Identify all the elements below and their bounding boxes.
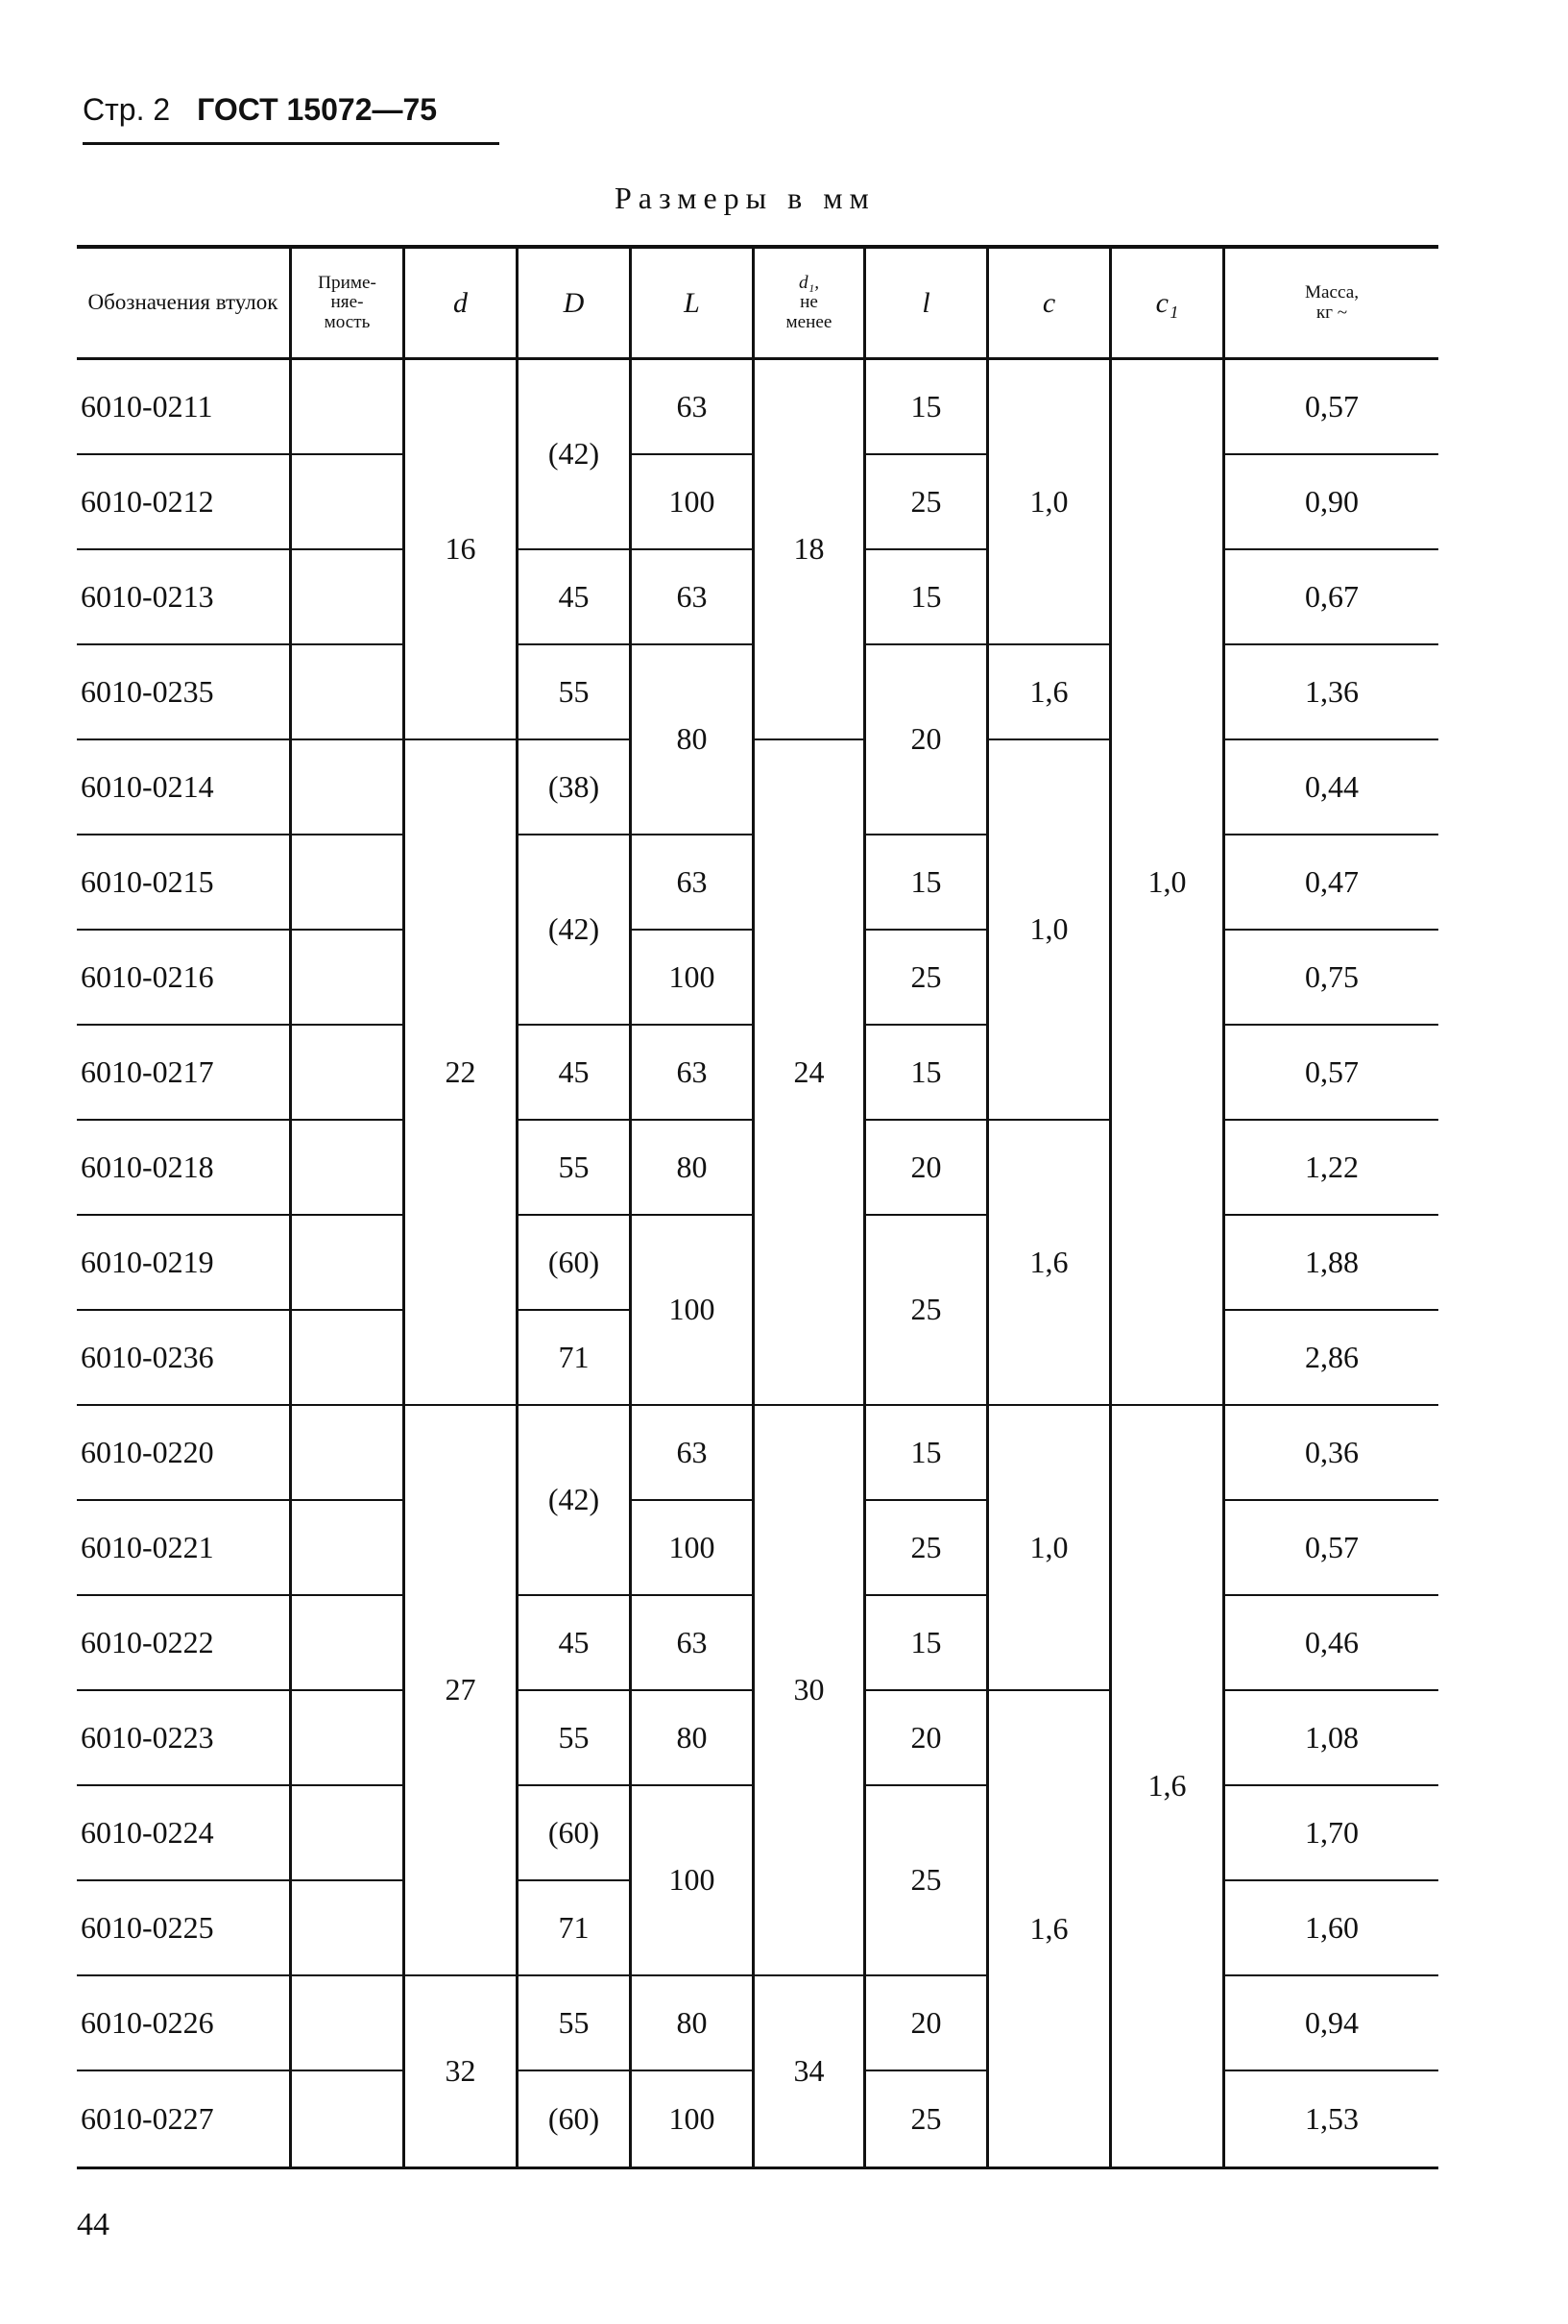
applicability-cell xyxy=(292,1311,405,1406)
designation-cell: 6010-0213 xyxy=(77,550,292,645)
D-cell: 71 xyxy=(519,1881,632,1976)
column-header-designation: Обозначения втулок xyxy=(77,249,292,360)
applicability-cell xyxy=(292,1596,405,1691)
mass-cell: 0,47 xyxy=(1225,835,1438,931)
mass-line-2: кг ~ xyxy=(1315,302,1348,323)
designation-cell: 6010-0227 xyxy=(77,2071,292,2167)
d-cell: 16 xyxy=(405,360,519,740)
page-number: 44 xyxy=(77,2207,109,2242)
L-cell: 100 xyxy=(632,1216,755,1406)
mass-cell: 1,08 xyxy=(1225,1691,1438,1786)
column-header-c xyxy=(989,249,1112,360)
c-symbol: c xyxy=(1042,286,1056,319)
mass-cell: 0,75 xyxy=(1225,931,1438,1026)
applicability-cell xyxy=(292,1881,405,1976)
L-cell: 80 xyxy=(632,1121,755,1216)
column-header-l xyxy=(866,249,989,360)
l-cell: 25 xyxy=(866,931,989,1026)
applicability-cell xyxy=(292,1026,405,1121)
d1-line-2: не xyxy=(800,292,818,313)
c1-symbol: c₁ xyxy=(1155,286,1179,319)
L-cell: 80 xyxy=(632,1691,755,1786)
mass-cell: 0,57 xyxy=(1225,1501,1438,1596)
l-cell: 20 xyxy=(866,1121,989,1216)
applicability-cell xyxy=(292,835,405,931)
L-cell: 63 xyxy=(632,550,755,645)
D-cell: 45 xyxy=(519,1026,632,1121)
dimensions-table xyxy=(77,245,1438,2169)
standard-title: ГОСТ 15072—75 xyxy=(197,92,438,127)
d-cell: 32 xyxy=(405,1976,519,2167)
mass-cell: 1,36 xyxy=(1225,645,1438,740)
mass-cell: 0,57 xyxy=(1225,1026,1438,1121)
D-cell: 71 xyxy=(519,1311,632,1406)
l-cell: 15 xyxy=(866,550,989,645)
l-cell: 15 xyxy=(866,1596,989,1691)
applicability-cell xyxy=(292,1786,405,1881)
D-cell: 55 xyxy=(519,1121,632,1216)
mass-cell: 2,86 xyxy=(1225,1311,1438,1406)
applicability-line-1: Приме- xyxy=(318,273,376,294)
c-cell: 1,6 xyxy=(989,645,1112,740)
designation-cell: 6010-0219 xyxy=(77,1216,292,1311)
designation-cell: 6010-0223 xyxy=(77,1691,292,1786)
d-cell: 27 xyxy=(405,1406,519,1976)
l-cell: 15 xyxy=(866,835,989,931)
L-cell: 63 xyxy=(632,1596,755,1691)
designation-cell: 6010-0222 xyxy=(77,1596,292,1691)
L-cell: 63 xyxy=(632,1026,755,1121)
applicability-cell xyxy=(292,360,405,455)
D-cell: (42) xyxy=(519,1406,632,1596)
mass-cell: 1,60 xyxy=(1225,1881,1438,1976)
designation-cell: 6010-0221 xyxy=(77,1501,292,1596)
column-header-d xyxy=(405,249,519,360)
L-cell: 63 xyxy=(632,360,755,455)
l-cell: 25 xyxy=(866,1216,989,1406)
applicability-cell xyxy=(292,740,405,835)
l-cell: 25 xyxy=(866,1786,989,1976)
mass-cell: 1,88 xyxy=(1225,1216,1438,1311)
l-cell: 25 xyxy=(866,455,989,550)
designation-cell: 6010-0236 xyxy=(77,1311,292,1406)
D-cell: (42) xyxy=(519,360,632,550)
D-cell: (60) xyxy=(519,2071,632,2167)
designation-cell: 6010-0214 xyxy=(77,740,292,835)
designation-cell: 6010-0224 xyxy=(77,1786,292,1881)
L-cell: 100 xyxy=(632,1501,755,1596)
mass-cell: 0,57 xyxy=(1225,360,1438,455)
mass-cell: 1,22 xyxy=(1225,1121,1438,1216)
applicability-line-2: няе- xyxy=(330,292,364,313)
designation-cell: 6010-0216 xyxy=(77,931,292,1026)
D-cell: 55 xyxy=(519,1976,632,2071)
designation-cell: 6010-0226 xyxy=(77,1976,292,2071)
page-label: Стр. 2 xyxy=(83,92,171,127)
D-cell: 45 xyxy=(519,1596,632,1691)
mass-line-1: Масса, xyxy=(1304,282,1360,303)
c-cell: 1,0 xyxy=(989,740,1112,1121)
column-header-D xyxy=(519,249,632,360)
page-header xyxy=(83,92,437,128)
applicability-line-3: мость xyxy=(324,311,371,332)
applicability-cell xyxy=(292,1121,405,1216)
mass-cell: 0,44 xyxy=(1225,740,1438,835)
d1-cell: 34 xyxy=(755,1976,866,2167)
header-rule xyxy=(83,142,499,145)
column-header-d1 xyxy=(755,249,866,360)
applicability-cell xyxy=(292,931,405,1026)
l-symbol: l xyxy=(922,286,930,319)
applicability-cell xyxy=(292,1976,405,2071)
designation-cell: 6010-0211 xyxy=(77,360,292,455)
d1-line-3: менее xyxy=(785,311,832,332)
c1-cell: 1,6 xyxy=(1112,1406,1225,2167)
c-cell: 1,0 xyxy=(989,1406,1112,1691)
D-cell: (60) xyxy=(519,1216,632,1311)
L-cell: 100 xyxy=(632,455,755,550)
D-cell: (42) xyxy=(519,835,632,1026)
D-cell: (38) xyxy=(519,740,632,835)
column-header-mass xyxy=(1225,249,1438,360)
l-cell: 25 xyxy=(866,1501,989,1596)
L-cell: 63 xyxy=(632,1406,755,1501)
l-cell: 15 xyxy=(866,1026,989,1121)
l-cell: 20 xyxy=(866,1691,989,1786)
designation-cell: 6010-0217 xyxy=(77,1026,292,1121)
D-cell: 55 xyxy=(519,1691,632,1786)
d-symbol: d xyxy=(453,286,468,319)
d-cell: 22 xyxy=(405,740,519,1406)
designation-cell: 6010-0220 xyxy=(77,1406,292,1501)
L-cell: 80 xyxy=(632,645,755,835)
applicability-cell xyxy=(292,1406,405,1501)
L-cell: 100 xyxy=(632,2071,755,2167)
d1-cell: 18 xyxy=(755,360,866,740)
mass-cell: 1,53 xyxy=(1305,2100,1359,2136)
c-cell: 1,6 xyxy=(989,1691,1112,2167)
mass-cell: 1,70 xyxy=(1225,1786,1438,1881)
applicability-cell xyxy=(292,550,405,645)
applicability-cell xyxy=(292,1691,405,1786)
c1-cell: 1,0 xyxy=(1112,360,1225,1406)
L-symbol: L xyxy=(684,286,700,319)
designation-cell: 6010-0212 xyxy=(77,455,292,550)
L-cell: 100 xyxy=(632,931,755,1026)
applicability-cell xyxy=(292,645,405,740)
L-cell: 63 xyxy=(632,835,755,931)
designation-cell: 6010-0225 xyxy=(77,1881,292,1976)
l-cell: 20 xyxy=(866,1976,989,2071)
d1-cell: 24 xyxy=(755,740,866,1406)
l-cell: 15 xyxy=(866,360,989,455)
L-cell: 100 xyxy=(632,1786,755,1976)
column-header-c1 xyxy=(1112,249,1225,360)
designation-cell: 6010-0218 xyxy=(77,1121,292,1216)
d1-cell: 30 xyxy=(755,1406,866,1976)
mass-cell: 0,67 xyxy=(1225,550,1438,645)
mass-cell: 0,94 xyxy=(1225,1976,1438,2071)
table-caption: Размеры в мм xyxy=(615,181,876,215)
c-cell: 1,6 xyxy=(989,1121,1112,1406)
D-symbol: D xyxy=(563,286,585,319)
l-cell: 20 xyxy=(866,645,989,835)
D-cell: 45 xyxy=(519,550,632,645)
l-cell: 15 xyxy=(866,1406,989,1501)
c-cell: 1,0 xyxy=(989,360,1112,645)
D-cell: (60) xyxy=(519,1786,632,1881)
mass-cell: 0,36 xyxy=(1225,1406,1438,1501)
l-cell: 25 xyxy=(866,2071,989,2167)
d1-line-1: d₁, xyxy=(798,273,819,294)
applicability-cell xyxy=(292,1216,405,1311)
column-header-applicability xyxy=(292,249,405,360)
designation-cell: 6010-0235 xyxy=(77,645,292,740)
applicability-cell xyxy=(292,1501,405,1596)
mass-cell: 0,46 xyxy=(1225,1596,1438,1691)
L-cell: 80 xyxy=(632,1976,755,2071)
designation-cell: 6010-0215 xyxy=(77,835,292,931)
mass-cell: 0,90 xyxy=(1225,455,1438,550)
applicability-cell xyxy=(292,455,405,550)
D-cell: 55 xyxy=(519,645,632,740)
column-header-L xyxy=(632,249,755,360)
applicability-cell xyxy=(292,2071,405,2167)
